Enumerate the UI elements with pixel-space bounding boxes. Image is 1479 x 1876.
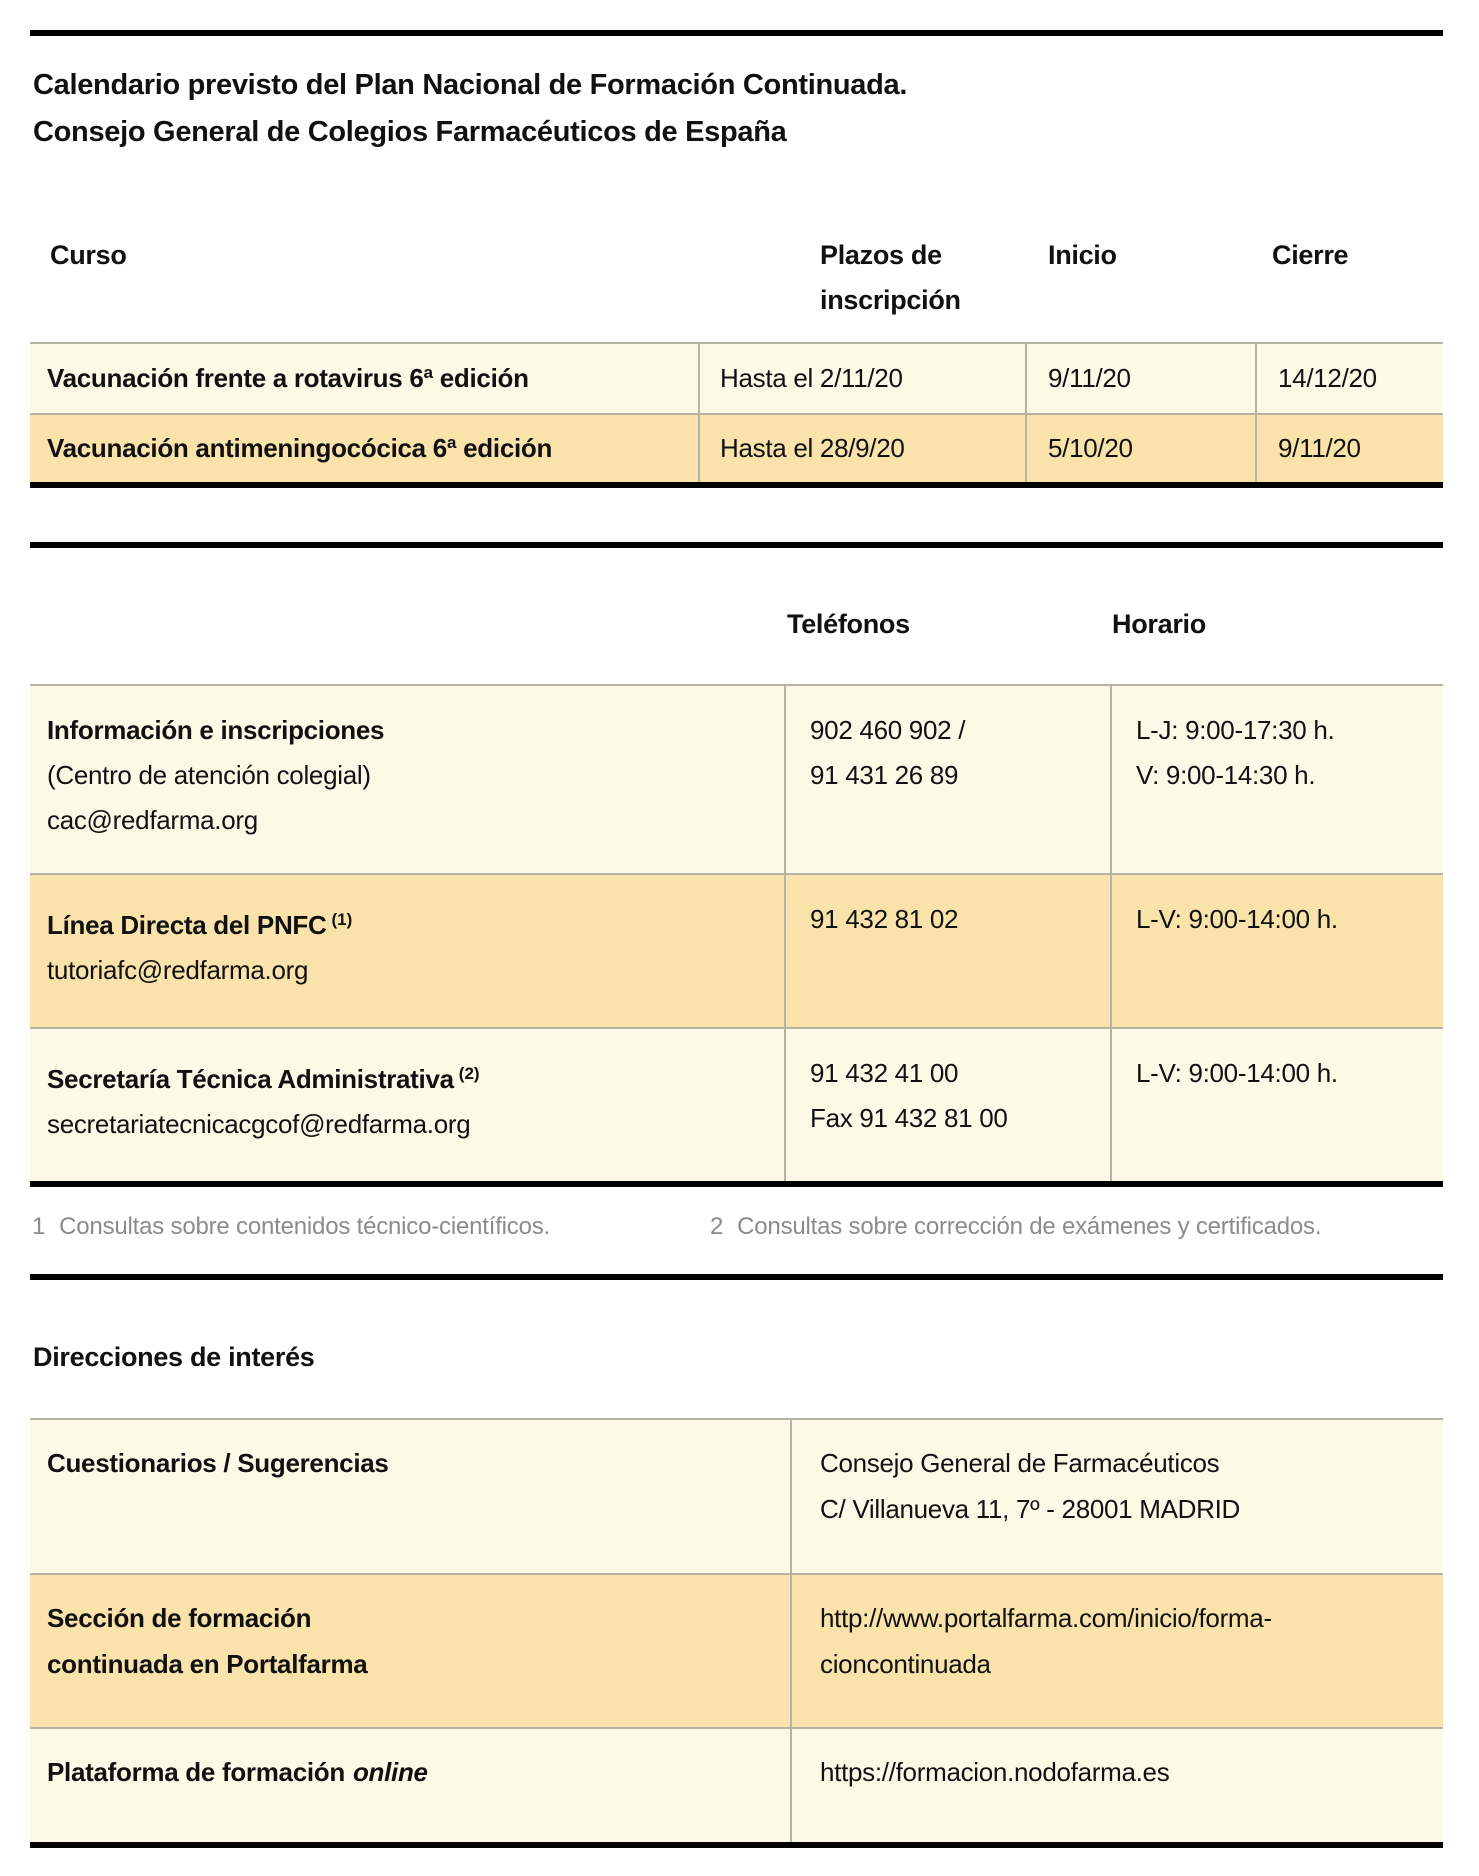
table-row bbox=[30, 413, 1443, 482]
phone-line: Fax 91 432 81 00 bbox=[810, 1103, 1008, 1133]
address-label bbox=[30, 1575, 790, 1727]
course-start-date: 5/10/20 bbox=[1025, 415, 1255, 482]
table-row bbox=[30, 686, 1443, 873]
table-row bbox=[30, 1027, 1443, 1181]
table-row bbox=[30, 344, 1443, 413]
column-header-inicio: Inicio bbox=[1048, 240, 1117, 270]
courses-table bbox=[30, 342, 1443, 488]
contact-phones bbox=[784, 686, 1110, 873]
address-label-italic: online bbox=[352, 1757, 428, 1787]
section-divider-rule bbox=[30, 1274, 1443, 1280]
hours-line: V: 9:00-14:30 h. bbox=[1136, 760, 1316, 790]
footnote-marker: 1 bbox=[32, 1213, 46, 1240]
hours-line: L-V: 9:00-14:00 h. bbox=[1136, 1058, 1338, 1088]
phone-line: 902 460 902 / bbox=[810, 715, 966, 745]
address-label-line bbox=[47, 1749, 790, 1795]
contact-title: Secretaría Técnica Administrativa bbox=[47, 1064, 454, 1094]
column-header-curso: Curso bbox=[50, 240, 127, 270]
address-label bbox=[30, 1420, 790, 1573]
column-header-cierre: Cierre bbox=[1272, 240, 1349, 270]
contacts-table-header-row bbox=[30, 602, 1443, 652]
address-label-line: continuada en Portalfarma bbox=[47, 1649, 368, 1679]
section-divider-rule bbox=[30, 542, 1443, 548]
contact-title-line bbox=[47, 897, 784, 948]
table-row bbox=[30, 1573, 1443, 1727]
hours-line: L-J: 9:00-17:30 h. bbox=[1136, 715, 1335, 745]
address-url-line: https://formacion.nodofarma.es bbox=[820, 1757, 1170, 1787]
column-header-plazos-line1: Plazos de bbox=[820, 240, 942, 270]
phone-line: 91 432 81 02 bbox=[810, 904, 959, 934]
course-enrollment-deadline: Hasta el 2/11/20 bbox=[698, 344, 1025, 413]
document-title-line1: Calendario previsto del Plan Nacional de Formación Continuada. bbox=[33, 69, 908, 101]
contact-title-line bbox=[47, 1051, 784, 1102]
table-row bbox=[30, 873, 1443, 1027]
contacts-table bbox=[30, 684, 1443, 1187]
contact-subtitle: (Centro de atención colegial) bbox=[47, 760, 371, 790]
address-value bbox=[790, 1420, 1443, 1573]
phone-line: 91 432 41 00 bbox=[810, 1058, 959, 1088]
contact-email: cac@redfarma.org bbox=[47, 805, 258, 835]
document-title-line2: Consejo General de Colegios Farmacéuticos de España bbox=[33, 116, 787, 148]
column-header-horario: Horario bbox=[1112, 609, 1206, 639]
address-label bbox=[30, 1729, 790, 1842]
contact-phones bbox=[784, 1029, 1110, 1181]
address-url-line: http://www.portalfarma.com/inicio/forma- bbox=[820, 1603, 1272, 1633]
column-header-plazos bbox=[820, 233, 961, 323]
contact-hours bbox=[1110, 686, 1443, 873]
top-rule bbox=[30, 30, 1443, 36]
course-end-date: 14/12/20 bbox=[1255, 344, 1443, 413]
footnote-reference: (2) bbox=[458, 1064, 480, 1083]
table-row bbox=[30, 1727, 1443, 1842]
contact-phones bbox=[784, 875, 1110, 1027]
contact-info bbox=[30, 875, 784, 1027]
contact-title: Información e inscripciones bbox=[47, 715, 385, 745]
contact-info bbox=[30, 686, 784, 873]
footnote-text: Consultas sobre corrección de exámenes y certificados. bbox=[737, 1213, 1322, 1240]
address-label-text: Plataforma de formación bbox=[47, 1757, 345, 1787]
contact-info bbox=[30, 1029, 784, 1181]
hours-line: L-V: 9:00-14:00 h. bbox=[1136, 904, 1338, 934]
contact-title: Línea Directa del PNFC bbox=[47, 910, 327, 940]
footnote-2 bbox=[710, 1213, 1321, 1241]
course-enrollment-deadline: Hasta el 28/9/20 bbox=[698, 415, 1025, 482]
address-value bbox=[790, 1575, 1443, 1727]
address-url-line: cioncontinuada bbox=[820, 1649, 991, 1679]
addresses-table bbox=[30, 1418, 1443, 1848]
column-header-plazos-line2: inscripción bbox=[820, 285, 961, 315]
table-row bbox=[30, 1420, 1443, 1573]
courses-table-header-row bbox=[30, 233, 1443, 333]
course-end-date: 9/11/20 bbox=[1255, 415, 1443, 482]
contact-email: secretariatecnicacgcof@redfarma.org bbox=[47, 1109, 471, 1139]
section-heading-direcciones: Direcciones de interés bbox=[33, 1342, 315, 1372]
contact-hours bbox=[1110, 875, 1443, 1027]
footnote-marker: 2 bbox=[710, 1213, 724, 1240]
course-name: Vacunación frente a rotavirus 6ª edición bbox=[47, 363, 529, 393]
document-title bbox=[33, 62, 907, 156]
phone-line: 91 431 26 89 bbox=[810, 760, 959, 790]
contact-hours bbox=[1110, 1029, 1443, 1181]
address-label-line: Sección de formación bbox=[47, 1603, 312, 1633]
course-name: Vacunación antimeningocócica 6ª edición bbox=[47, 433, 553, 463]
address-value-line: Consejo General de Farmacéuticos bbox=[820, 1448, 1220, 1478]
column-header-telefonos: Teléfonos bbox=[787, 609, 910, 639]
address-value bbox=[790, 1729, 1443, 1842]
footnote-1 bbox=[32, 1213, 550, 1241]
footnote-text: Consultas sobre contenidos técnico-científicos. bbox=[59, 1213, 551, 1240]
footnote-reference: (1) bbox=[331, 910, 353, 929]
address-value-line: C/ Villanueva 11, 7º - 28001 MADRID bbox=[820, 1494, 1241, 1524]
address-label-line: Cuestionarios / Sugerencias bbox=[47, 1448, 389, 1478]
contact-email: tutoriafc@redfarma.org bbox=[47, 955, 309, 985]
course-start-date: 9/11/20 bbox=[1025, 344, 1255, 413]
